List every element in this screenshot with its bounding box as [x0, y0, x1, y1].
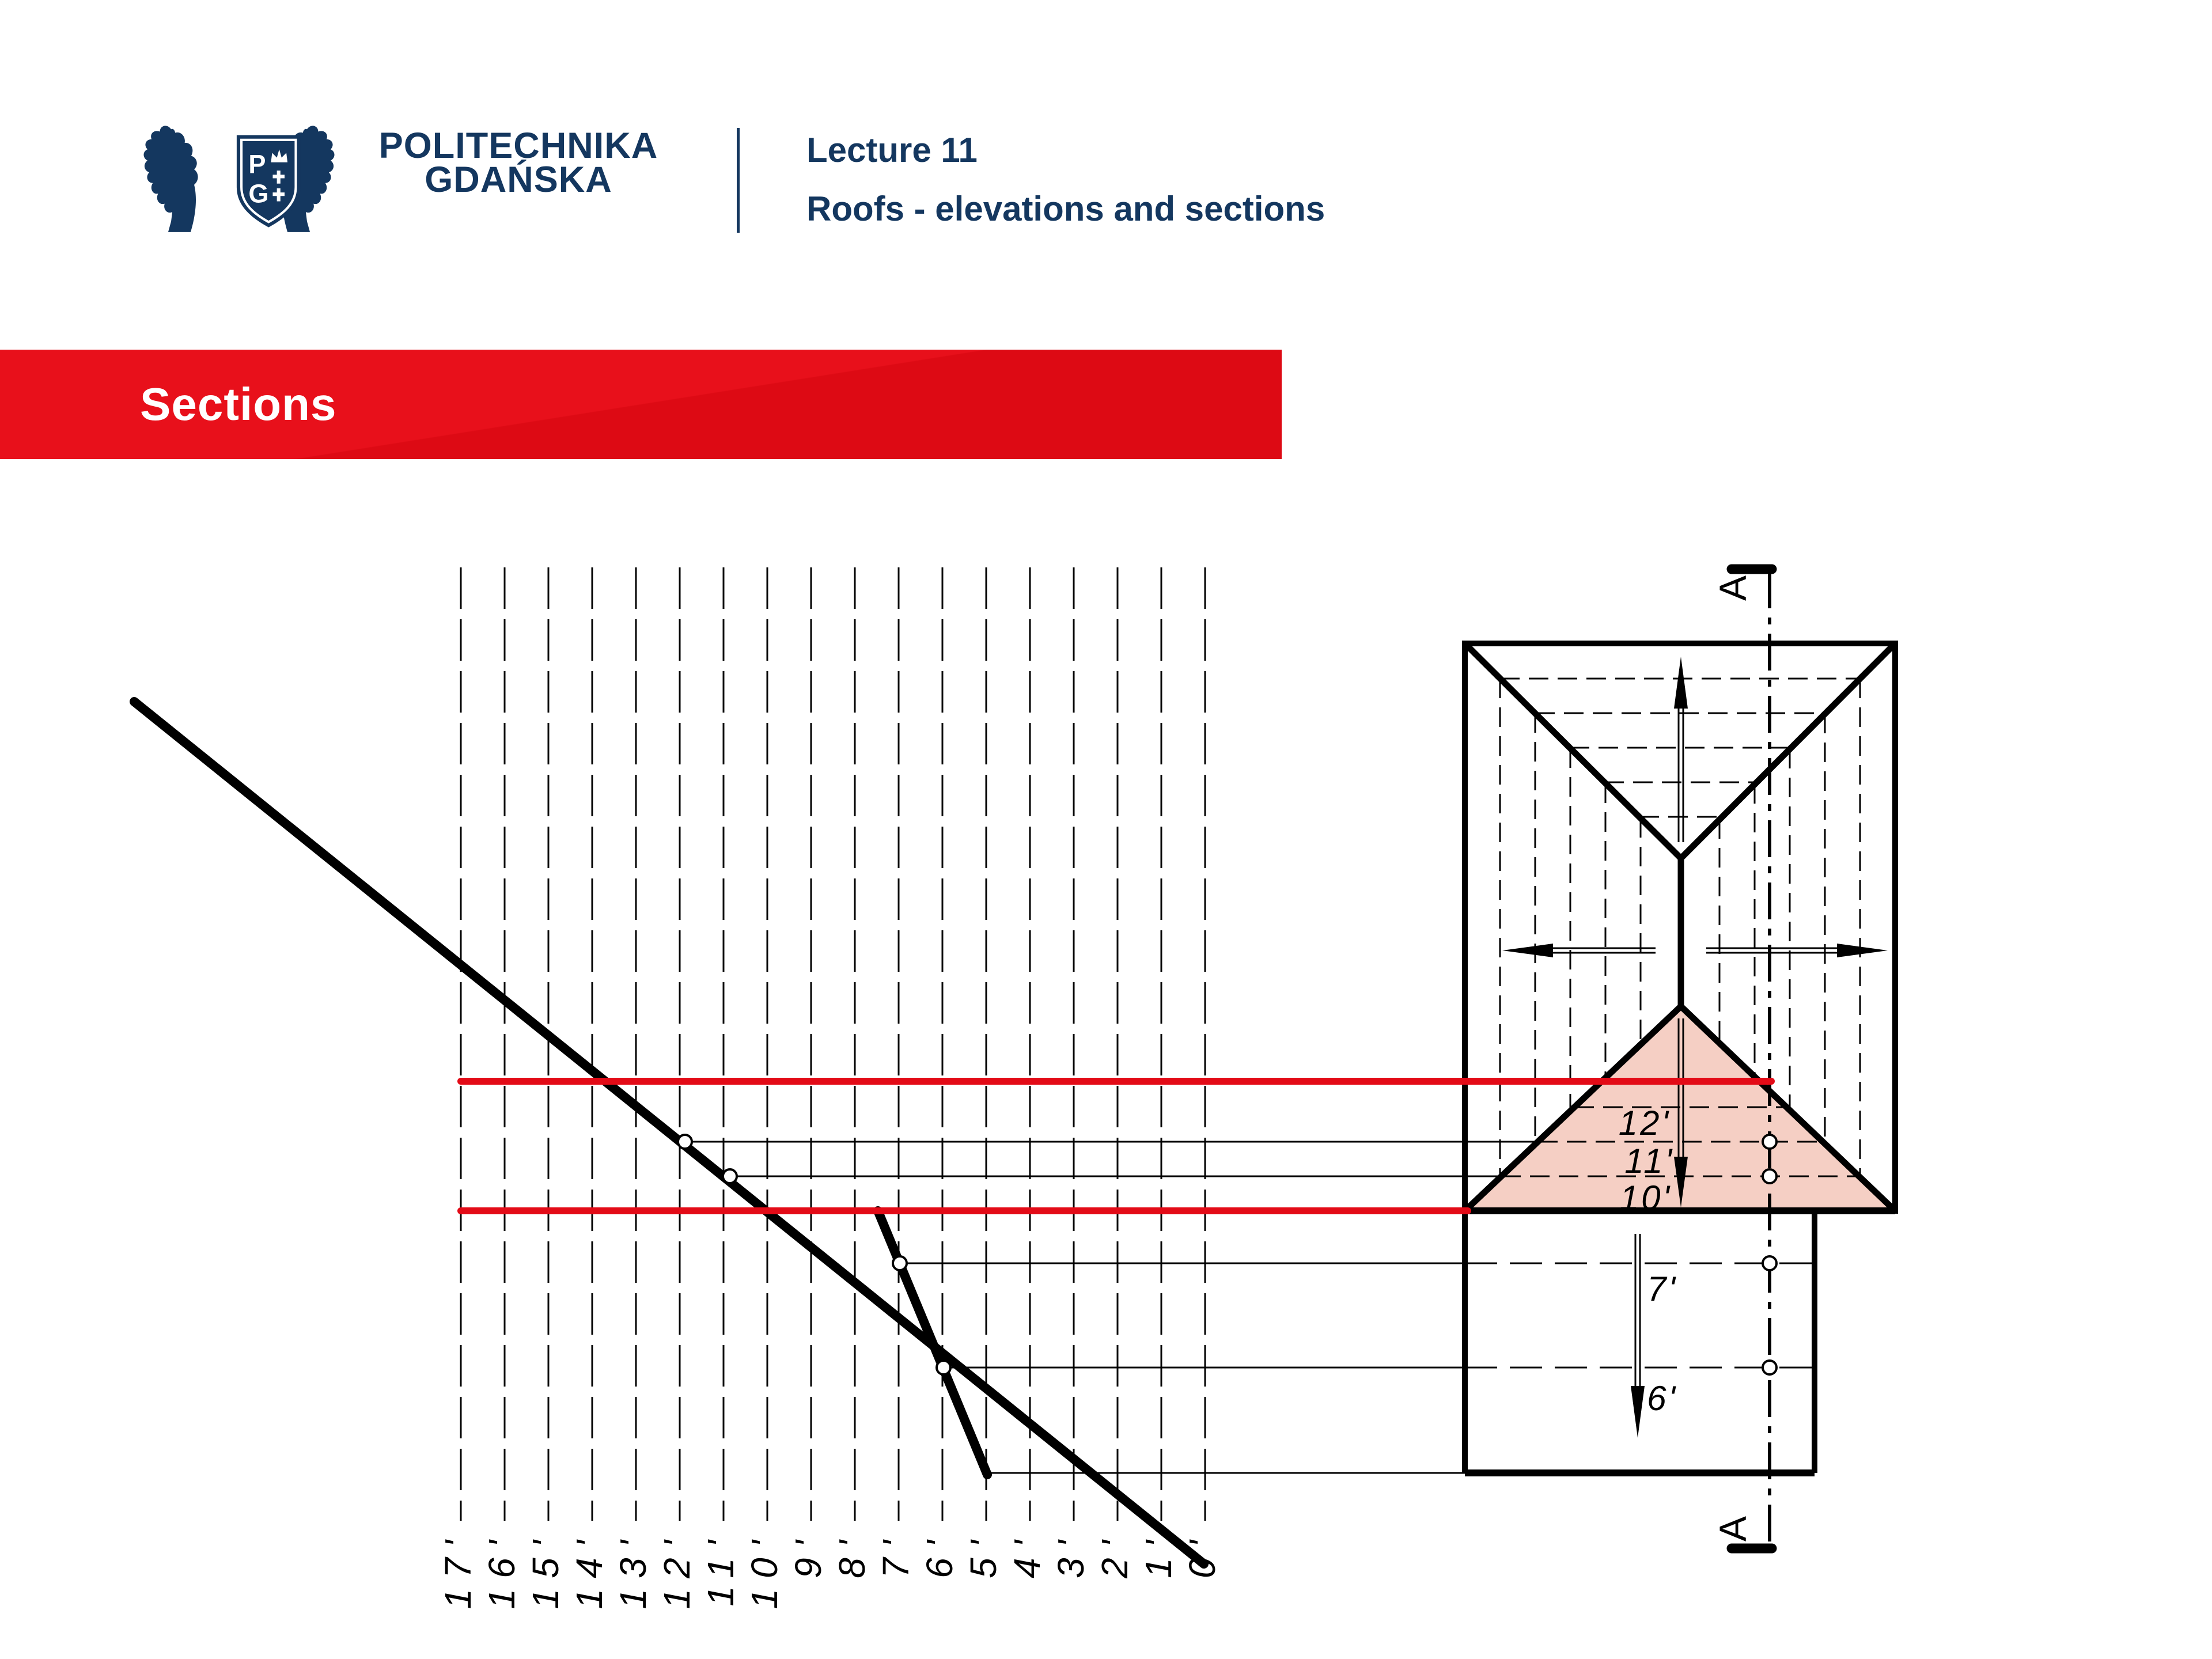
projection-grid	[461, 567, 1205, 1521]
arrow-up-icon	[1674, 657, 1688, 842]
axis-label: 16'	[481, 1530, 522, 1609]
hip-line	[1681, 643, 1895, 858]
axis-label: 2'	[1094, 1530, 1135, 1578]
level-label-12: 12'	[1618, 1104, 1671, 1142]
level-label-7: 7'	[1647, 1270, 1677, 1308]
axis-label: 15'	[525, 1530, 566, 1609]
axis-label: 12'	[656, 1530, 698, 1609]
construction-lines	[685, 1142, 1538, 1473]
axis-label: 8'	[831, 1530, 873, 1578]
axis-label: 14'	[569, 1530, 610, 1609]
axis-labels	[437, 1530, 1223, 1609]
axis-label: 3'	[1050, 1530, 1092, 1578]
banner-title: Sections	[140, 378, 337, 430]
level-label-11: 11'	[1624, 1142, 1674, 1180]
axis-label: 13'	[612, 1530, 654, 1609]
axis-label: 4'	[1006, 1530, 1048, 1578]
secondary-slope-diagonal	[878, 1211, 987, 1475]
level-label-6: 6'	[1647, 1379, 1677, 1418]
arrow-left-icon	[1502, 944, 1656, 957]
axis-label: 10'	[744, 1530, 785, 1609]
lecture-number: Lecture 11	[806, 131, 978, 169]
axis-label: 6'	[919, 1530, 960, 1578]
university-name-line2: GDAŃSKA	[425, 160, 612, 200]
arrow-down-lower-icon	[1631, 1234, 1645, 1438]
axis-label: 9'	[787, 1530, 829, 1578]
section-letter-top: A	[1711, 575, 1754, 601]
axis-label: 11'	[700, 1530, 741, 1607]
hip-line	[1465, 643, 1681, 858]
axis-label: 7'	[875, 1530, 916, 1578]
logo-letter-g: G	[248, 179, 269, 209]
level-label-10: 10'	[1619, 1179, 1672, 1217]
plan-level-labels	[1619, 1104, 1677, 1418]
axis-label: 17'	[437, 1530, 479, 1609]
axis-label: 0'	[1181, 1530, 1223, 1578]
axis-label: 5'	[963, 1530, 1004, 1578]
lecture-subtitle: Roofs - elevations and sections	[806, 190, 1325, 228]
roof-plan	[1465, 643, 1895, 1473]
section-letter-bottom: A	[1711, 1516, 1754, 1542]
main-slope-diagonal	[134, 702, 1204, 1564]
university-name-line1: POLITECHNIKA	[378, 126, 658, 166]
logo-letter-p: P	[248, 149, 266, 179]
axis-label: 1'	[1138, 1530, 1179, 1578]
